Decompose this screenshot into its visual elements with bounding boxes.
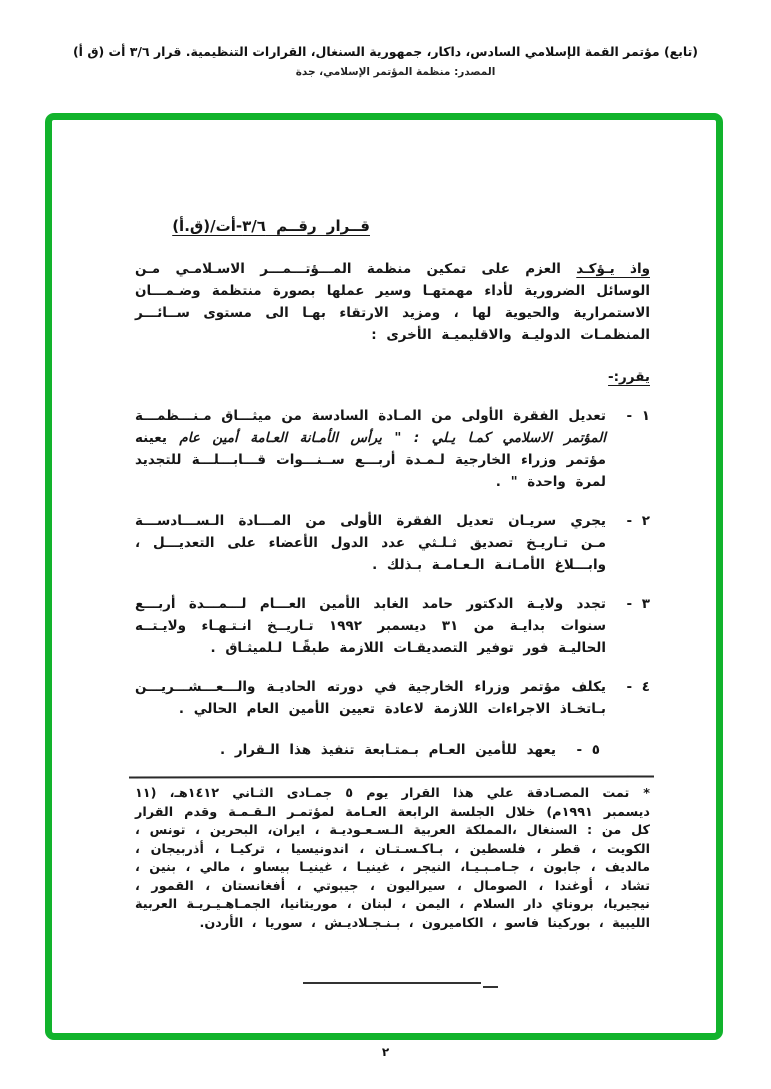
- resolution-items: [135, 405, 650, 761]
- item-number: ٢ -: [626, 513, 650, 529]
- end-of-text-line-jog: [483, 986, 498, 988]
- item-text-italic: المؤتمر الاسلامي كمـا يـلي : " يرأس الأمـانة العـامة أمين عام: [166, 430, 606, 446]
- item-text: [135, 405, 606, 493]
- item-text-normal: تعديل الفقرة الأولى من المـادة السادسة من ميثـــاق مـنـــظمـــة: [135, 408, 606, 424]
- footnote-text: تمت المصـادقة علي هذا القرار يوم ٥ جمـادى الثـاني ١٤١٢هـ، (١١ ديسمبر ١٩٩١م) خلال الجلسة الرابعة العـامة لمؤتمـر الـقـمـة وقدم القرار كل من : السنغال ،المملكة العربية الـسـعـوديـة ، ايران، البحرين ، تونس ، الكويت ، قطر ، فلسطين ، بـاكـسـتـان ، اندونيسيا ، تركيـا ، أذربيجان ، مالديف ، جابون ، جـامـبـيـا، النيجر ، غينيـا ، غينيـا بيساو ، مالي ، بنين ، تشاد ، أوغندا ، الصومال ، سيراليون ، جيبوتي ، أفغانستان ، القمور ، نيجيريا، بروناي دار السلام ، اليمن ، لبنان ، موريتانيا، الجمـاهـيـريـة العربية الليبية ، بوركينا فاسو ، الكاميرون ، بـنـجـلاديـش ، سوريا ، الأردن.: [135, 786, 650, 931]
- footnote-separator-line: [129, 775, 654, 778]
- footnote-paragraph: [135, 785, 650, 933]
- resolution-document: [135, 120, 650, 1033]
- item-text-normal: يعينه مؤتمر وزراء الخارجية لـمـدة أربـــع ســنـــوات قـــابـــلـــة للتجديد لمرة واحدة " .: [135, 430, 606, 490]
- resolution-item-2: [135, 510, 650, 576]
- page-header: [0, 44, 771, 78]
- resolution-item-3: [135, 593, 650, 659]
- resolution-item-5: [135, 739, 600, 761]
- item-text: يعهد للأمين العـام بـمتـابعة تنفيذ هذا الـقرار .: [219, 742, 556, 758]
- item-text: يجري سريـان تعديل الفقرة الأولى من المـــادة الـســـادســـة مـن تـاريـخ تصديق ثـلـثي عدد الدول الأعضاء على التعديـــل ، وابـــلاغ الأمـانـة الـعـامـة بـذلك .: [135, 513, 606, 573]
- document-source-line: المصدر: منظمة المؤتمر الإسلامي، جدة: [295, 66, 496, 78]
- green-highlight-frame: [45, 113, 723, 1040]
- item-number: ٤ -: [626, 679, 650, 695]
- preamble-text: العزم على تمكين منظمة المـــؤتـــمـــر الاسـلامـي مـن الوسائل الضرورية لأداء مهمتهـا وسير عملها بصورة منتظمة وضـمـــان الاستمرارية والحيوية لها ، ومزيد الارتقاء بهـا الى مستوى ســائـــر المنظمـات الدوليـة والاقليميـة الأخرى :: [135, 261, 650, 343]
- item-number: ١ -: [626, 408, 650, 424]
- resolution-title: قــرار رقــم ٣/٦-أت/(ق.أ): [172, 217, 370, 235]
- end-of-text-line: [303, 982, 481, 984]
- item-number: ٥ -: [576, 742, 600, 758]
- footnote-asterisk: *: [643, 786, 650, 801]
- item-text: يكلف مؤتمر وزراء الخارجية في دورته الحاديـة والـــعـــشـــريـــن بـاتخـاذ الاجراءات اللازمة لاعادة تعيين الأمين العام الحالي .: [135, 679, 606, 717]
- item-number: ٣ -: [626, 596, 650, 612]
- resolution-item-4: [135, 676, 650, 720]
- resolution-item-1: [135, 405, 650, 493]
- item-text: تجدد ولايـة الدكتور حامد الغابد الأمين العـــام لـــمـــدة أربـــع سنوات بدايـة من ٣١ ديسمبر ١٩٩٢ تـاريــخ انـتـهـاء ولايـتــه الحاليـة فور توفير التصديقـات اللازمة طبقًـا لـلميثـاق .: [135, 596, 607, 656]
- document-header-title: (تابع) مؤتمر القمة الإسلامي السادس، داكار، جمهورية السنغال، القرارات التنظيمية. قرار ٣/٦ أت (ق أ): [72, 44, 699, 59]
- page-number: ٢: [381, 1045, 390, 1059]
- decides-label: يقرر:-: [608, 369, 650, 385]
- preamble-paragraph: [135, 258, 650, 346]
- preamble-lead-underlined: واذ يـؤكـد: [576, 261, 650, 277]
